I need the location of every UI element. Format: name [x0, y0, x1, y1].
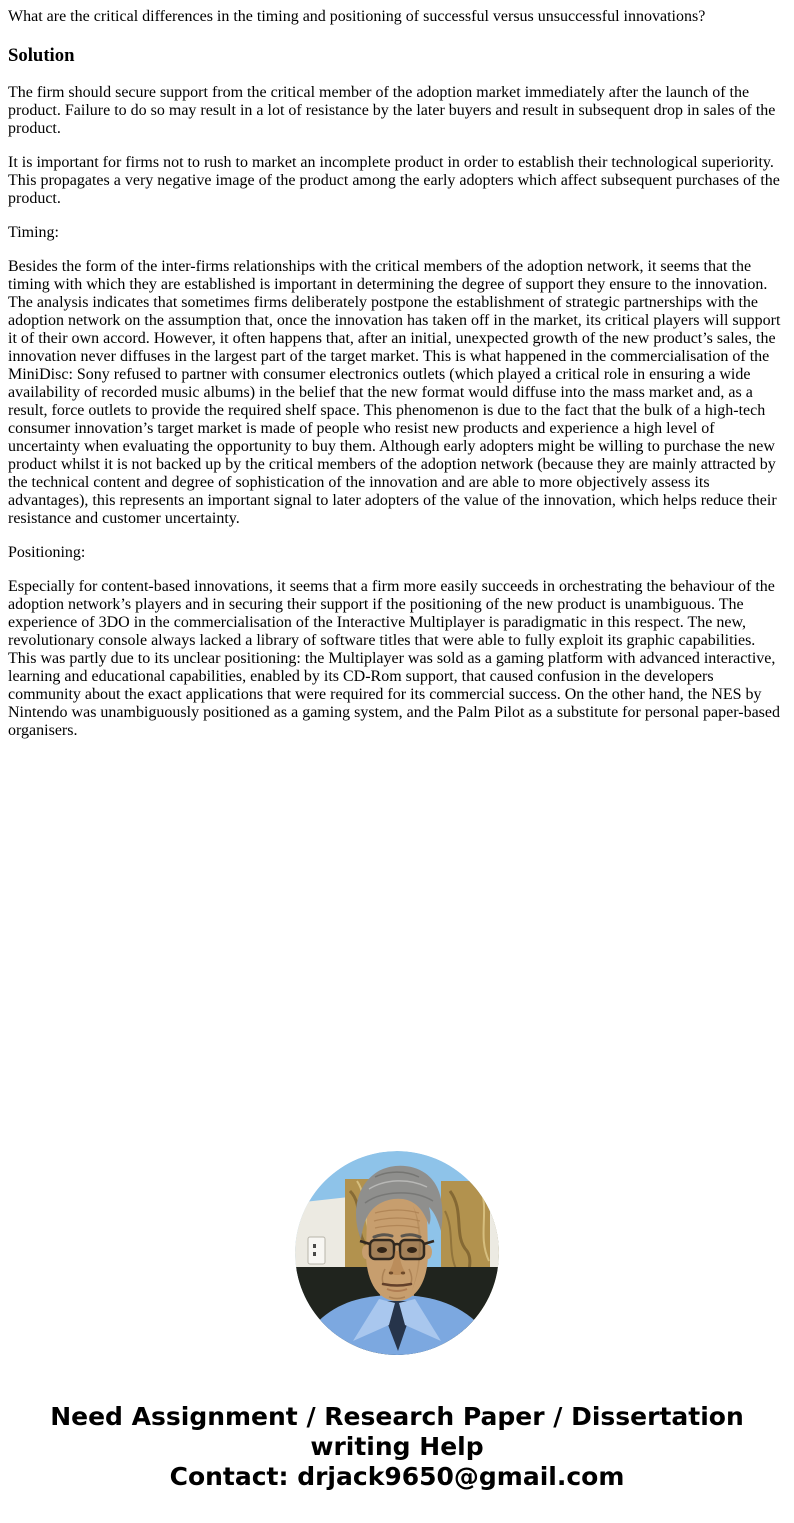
- positioning-label: Positioning:: [8, 544, 86, 562]
- timing-label: Timing:: [8, 224, 59, 242]
- tutor-portrait-illustration: [295, 1151, 499, 1355]
- footer-banner: [0, 1402, 794, 1492]
- tutor-avatar: [295, 1151, 499, 1355]
- positioning-paragraph: Especially for content-based innovations, it seems that a firm more easily succeeds in orchestrating the behaviour of the adoption network’s players and in securing their support if the positioning of the new product is unambiguous. The experience of 3DO in the commercialisation of the Interactive Multiplayer is paradigmatic in this respect. The new, revolutionary console always lacked a library of software titles that were able to fully exploit its graphic capabilities. This was partly due to its unclear positioning: the Multiplayer was sold as a gaming platform with advanced interactive, learning and educational capabilities, enabled by its CD-Rom support, that caused confusion in the developers community about the exact applications that were required for its commercial success. On the other hand, the NES by Nintendo was unambiguously positioned as a gaming system, and the Palm Pilot as a substitute for personal paper-based organisers.: [8, 578, 780, 740]
- document-content: [0, 0, 794, 740]
- footer-help-text: Need Assignment / Research Paper / Dissertation writing Help: [50, 1402, 744, 1462]
- switch-plate: [308, 1237, 325, 1264]
- avatar-container: [0, 1151, 794, 1355]
- footer-contact-text: Contact: drjack9650@gmail.com: [169, 1462, 625, 1492]
- question-text: What are the critical differences in the timing and positioning of successful versus unsuccessful innovations?: [8, 8, 706, 25]
- solution-heading: Solution: [8, 44, 75, 66]
- timing-paragraph: Besides the form of the inter-firms relationships with the critical members of the adoption network, it seems that the timing with which they are established is important in determining the degree of support they ensure to the innovation. The analysis indicates that sometimes firms deliberately postpone the establishment of strategic partnerships with the adoption network on the assumption that, once the innovation has taken off in the market, its critical players will support it of their own accord. However, it often happens that, after an initial, unexpected growth of the new product’s sales, the innovation never diffuses in the largest part of the target market. This is what happened in the commercialisation of the MiniDisc: Sony refused to partner with consumer electronics outlets (which played a critical role in ensuring a wide availability of recorded music albums) in the belief that the new format would diffuse into the mass market and, as a result, force outlets to provide the required shelf space. This phenomenon is due to the fact that the bulk of a high-tech consumer innovation’s target market is made of people who resist new products and experience a high level of uncertainty when evaluating the opportunity to buy them. Although early adopters might be willing to purchase the new product whilst it is not backed up by the critical members of the adoption network (because they are mainly attracted by the technical content and degree of sophistication of the innovation and are able to more objectively assess its advantages), this represents an important signal to later adopters of the value of the innovation, which helps reduce their resistance and customer uncertainty.: [8, 258, 781, 528]
- intro-paragraph-2: It is important for firms not to rush to market an incomplete product in order to establish their technological superiority. This propagates a very negative image of the product among the early adopters which affect subsequent purchases of the product.: [8, 154, 780, 208]
- intro-paragraph-1: The firm should secure support from the critical member of the adoption market immediately after the launch of the product. Failure to do so may result in a lot of resistance by the later buyers and result in subsequent drop in sales of the product.: [8, 84, 776, 138]
